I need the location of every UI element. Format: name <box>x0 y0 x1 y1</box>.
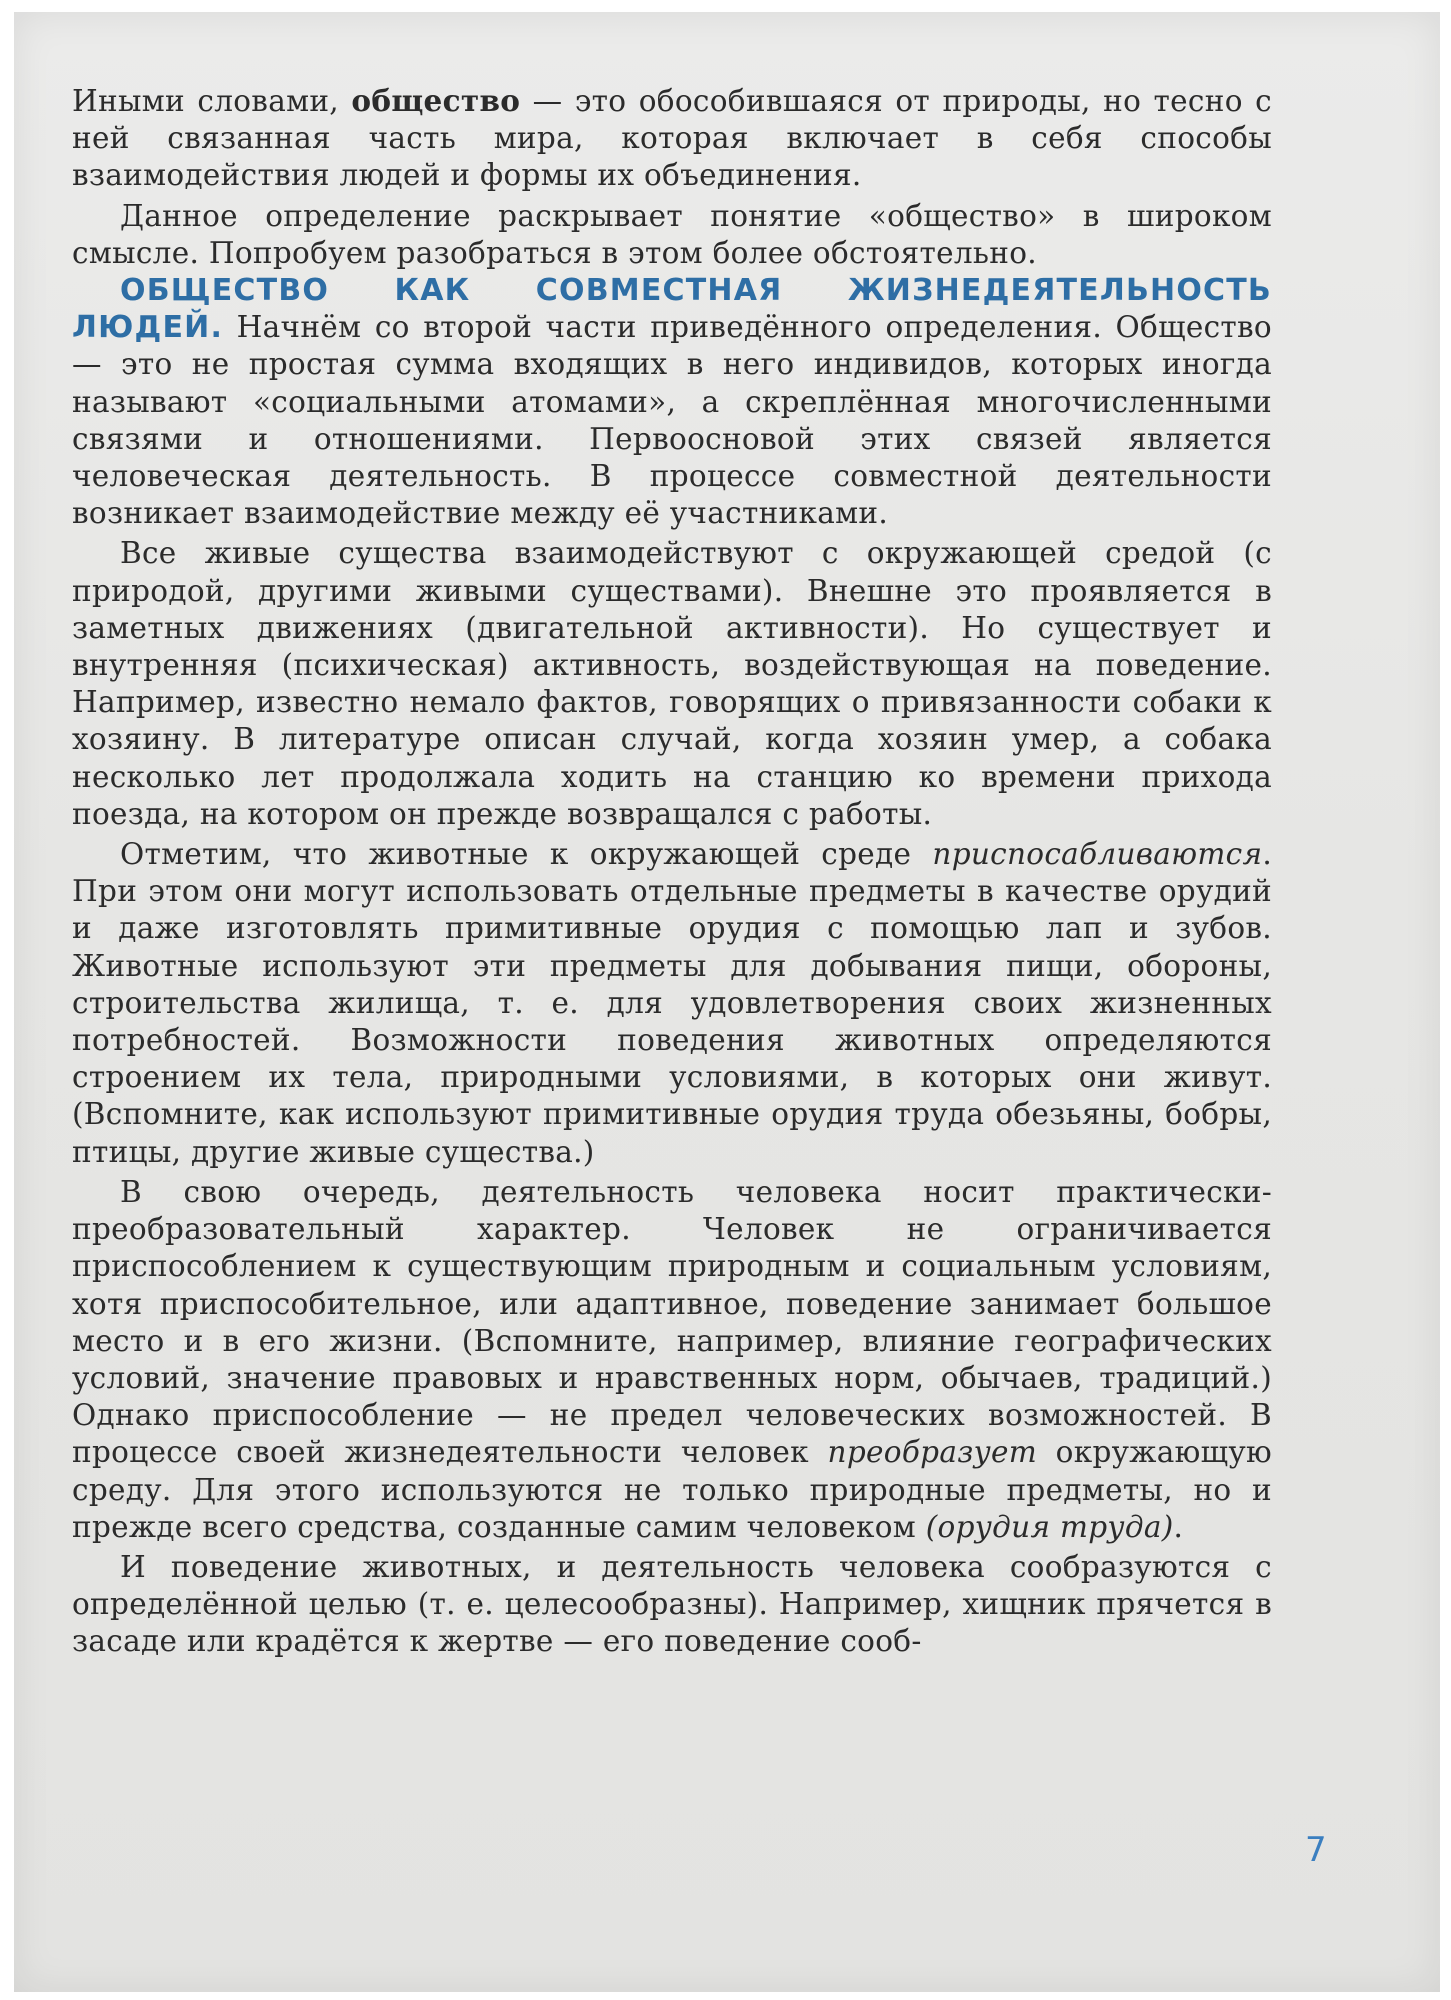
p1-text-pre: Иными словами, <box>72 84 352 118</box>
p3-text: Начнём со второй части приведённого определения. Общество — это не простая сумма входящих в него индивидов, которых иногда называют «социальными атомами», а скреплённая многочисленными связями и отношениями. Первоосновой этих связей является человеческая деятельность. В процессе совместной деятельности возникает взаимодействие между её участниками. <box>72 310 1272 531</box>
p6-text-post: . <box>1173 1509 1184 1544</box>
page-body-text <box>72 82 1272 1661</box>
p1-text-post: — это обособившаяся от природы, но тесно с ней связанная часть мира, которая включает в себя способы взаимодействия людей и формы их объединения. <box>72 84 1272 193</box>
paragraph-1 <box>72 82 1272 195</box>
term-transform: преобразует <box>827 1435 1038 1470</box>
p2-text: Данное определение раскрывает понятие «общество» в широком смысле. Попробуем разобраться в этом более обстоятельно. <box>72 198 1272 270</box>
p7-text: И поведение животных, и деятельность человека сообразуются с определённой целью (т. е. целесообразны). Например, хищник прячется в засаде или крадётся к жертве — его поведение сооб- <box>72 1549 1272 1659</box>
term-adapt: приспосабливаются <box>932 837 1263 872</box>
paragraph-4 <box>72 535 1272 833</box>
section-heading: ОБЩЕСТВО КАК СОВМЕСТНАЯ ЖИЗНЕДЕЯТЕЛЬНОСТЬ ЛЮДЕЙ. <box>72 273 1272 346</box>
term-society: общество <box>351 83 521 118</box>
paragraph-5 <box>72 836 1272 1171</box>
paragraph-6 <box>72 1174 1272 1546</box>
p5-text-pre: Отметим, что животные к окружающей среде <box>120 837 933 872</box>
p4-text: Все живые существа взаимодействуют с окружающей средой (с природой, другими живыми существами). Внешне это проявляется в заметных движениях (двигательной активности). Но существует и внутренняя (психическая) активность, воздействующая на поведение. Например, известно немало фактов, говорящих о привязанности собаки к хозяину. В литературе описан случай, когда хозяин умер, а собака несколько лет продолжала ходить на станцию ко времени прихода поезда, на котором он прежде возвращался с работы. <box>72 536 1272 831</box>
paragraph-3 <box>72 272 1272 532</box>
term-tools: (орудия труда) <box>925 1509 1174 1544</box>
p6-text-mid: окружающую среду. Для этого используются не только природные предметы, но и прежде всего средства, созданные самим человеком <box>72 1435 1272 1544</box>
p6-text-pre: В свою очередь, деятельность человека носит практически-преобразовательный характер. Человек не ограничивается приспособлением к существующим природным и социальным условиям, хотя приспособительное, или адаптивное, поведение занимает большое место и в его жизни. (Вспомните, например, влияние географических условий, значение правовых и нравственных норм, обычаев, традиций.) Однако приспособление — не предел человеческих возможностей. В процессе своей жизнедеятельности человек <box>72 1174 1272 1470</box>
page-number: 7 <box>1305 1830 1327 1870</box>
paragraph-2 <box>72 198 1272 272</box>
p5-text-post: . При этом они могут использовать отдельные предметы в качестве орудий и даже изготовлять примитивные орудия с помощью лап и зубов. Животные используют эти предметы для добывания пищи, обороны, строительства жилища, т. е. для удовлетворения своих жизненных потребностей. Возможности поведения животных определяются строением их тела, природными условиями, в которых они живут. (Вспомните, как используют примитивные орудия труда обезьяны, бобры, птицы, другие живые существа.) <box>72 837 1272 1169</box>
paragraph-7 <box>72 1549 1272 1661</box>
